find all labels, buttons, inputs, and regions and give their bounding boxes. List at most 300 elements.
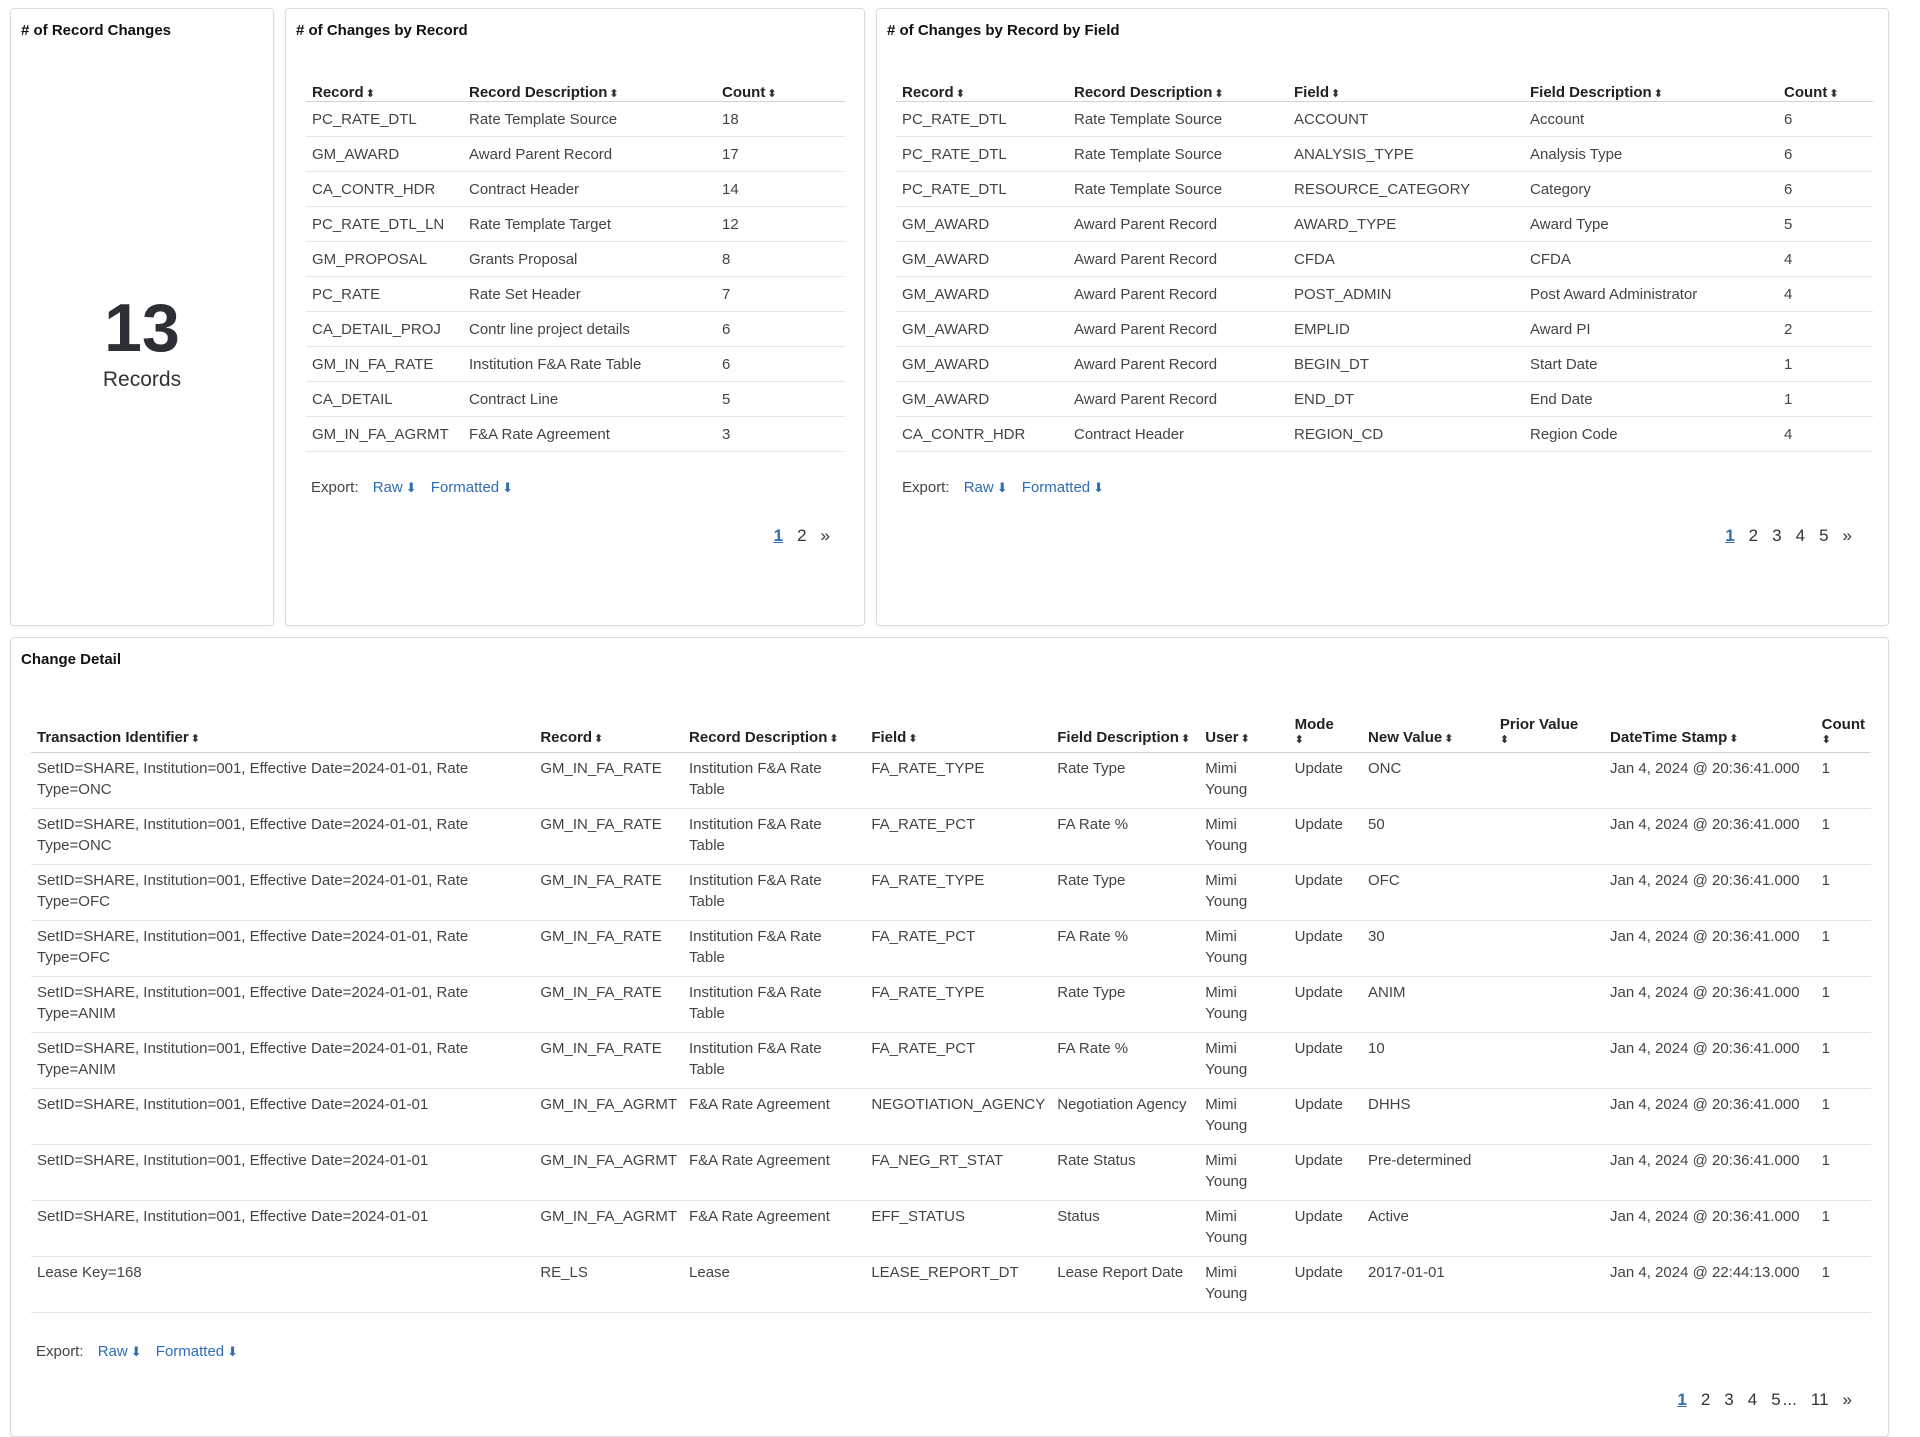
table-cell [1494,753,1604,809]
table-row [896,347,1873,382]
table-cell: CA_DETAIL [306,382,463,417]
table-cell: Jan 4, 2024 @ 20:36:41.000 [1604,809,1816,865]
sort-icon: ⬍ [1180,733,1191,745]
change-detail-panel [10,637,1889,1437]
table-cell: FA_RATE_TYPE [865,753,1051,809]
table-row [31,921,1871,977]
table-cell: CA_CONTR_HDR [306,172,463,207]
sort-icon: ⬍ [767,88,777,100]
table-row [306,347,845,382]
table-cell: Update [1289,921,1362,977]
table-cell: 8 [716,242,845,277]
export-raw-link[interactable]: Raw ⬇ [963,479,1008,496]
changes-by-field-pagination [1711,526,1852,546]
table-cell: GM_IN_FA_RATE [534,865,683,921]
table-row [896,172,1873,207]
pagination-page-1[interactable]: 1 [1725,526,1735,545]
table-cell: SetID=SHARE, Institution=001, Effective Date=2024-01-01, Rate Type=ANIM [31,1033,534,1089]
table-cell: 6 [716,347,845,382]
table-cell: Jan 4, 2024 @ 20:36:41.000 [1604,753,1816,809]
table-row [896,417,1873,452]
table-cell: Lease Report Date [1051,1257,1199,1313]
changes-by-field-table [896,63,1873,452]
table-cell: FA_NEG_RT_STAT [865,1145,1051,1201]
table-cell: FA_RATE_TYPE [865,865,1051,921]
table-cell: 12 [716,207,845,242]
pagination-page-4[interactable]: 4 [1795,526,1806,545]
table-cell: GM_IN_FA_AGRMT [306,417,463,452]
table-cell: 2017-01-01 [1362,1257,1494,1313]
table-cell: 1 [1778,347,1873,382]
column-header-record[interactable]: Record ⬍ [534,690,683,753]
table-cell: Mimi Young [1199,809,1288,865]
table-cell: Institution F&A Rate Table [683,921,865,977]
table-cell: Post Award Administrator [1524,277,1778,312]
table-row [31,1201,1871,1257]
export-formatted-link[interactable]: Formatted ⬇ [1021,479,1105,496]
table-cell [1494,865,1604,921]
pagination-next[interactable]: » [1842,526,1852,545]
pagination-page-1[interactable]: 1 [1677,1390,1687,1409]
pagination-page-1[interactable]: 1 [773,526,784,545]
table-cell: F&A Rate Agreement [463,417,716,452]
table-cell: 5 [716,382,845,417]
table-cell: GM_PROPOSAL [306,242,463,277]
table-cell: GM_IN_FA_RATE [534,977,683,1033]
table-row [896,242,1873,277]
table-cell: Mimi Young [1199,1089,1288,1145]
sort-icon: ⬍ [365,88,375,100]
table-cell: ANALYSIS_TYPE [1288,137,1524,172]
table-cell: Mimi Young [1199,921,1288,977]
table-cell: 2 [1778,312,1873,347]
sort-icon: ⬍ [190,733,200,745]
table-cell: Start Date [1524,347,1778,382]
table-cell: SetID=SHARE, Institution=001, Effective Date=2024-01-01 [31,1089,534,1145]
table-cell: Award PI [1524,312,1778,347]
table-cell: Mimi Young [1199,753,1288,809]
table-cell: F&A Rate Agreement [683,1089,865,1145]
export-formatted-link[interactable]: Formatted ⬇ [430,479,514,496]
table-cell [1494,921,1604,977]
table-row [896,207,1873,242]
table-cell: Institution F&A Rate Table [683,977,865,1033]
table-cell: Contract Header [1068,417,1288,452]
table-cell: 1 [1816,977,1871,1033]
download-icon: ⬇ [1093,480,1105,495]
table-cell: Update [1289,753,1362,809]
table-row [306,172,845,207]
table-cell: Grants Proposal [463,242,716,277]
table-cell: PC_RATE [306,277,463,312]
table-cell: Award Parent Record [1068,347,1288,382]
export-raw-link[interactable]: Raw ⬇ [97,1343,142,1360]
table-cell: 1 [1816,1201,1871,1257]
pagination-page-3[interactable]: 3 [1724,1390,1734,1409]
change-detail-export [36,1343,238,1360]
table-cell: FA_RATE_PCT [865,1033,1051,1089]
column-header-record-description[interactable]: Record Description ⬍ [1068,63,1288,102]
table-cell: Institution F&A Rate Table [683,809,865,865]
table-cell: GM_AWARD [896,207,1068,242]
table-row [31,753,1871,809]
column-header-record[interactable]: Record ⬍ [306,63,463,102]
table-cell: 6 [1778,172,1873,207]
table-cell: Mimi Young [1199,865,1288,921]
column-header-record[interactable]: Record ⬍ [896,63,1068,102]
changes-by-record-table [306,63,845,452]
table-cell: Category [1524,172,1778,207]
table-cell: 30 [1362,921,1494,977]
table-cell: Update [1289,1201,1362,1257]
table-cell: Update [1289,1257,1362,1313]
table-row [306,137,845,172]
table-cell: 17 [716,137,845,172]
sort-icon: ⬍ [908,733,918,745]
column-header-mode[interactable]: Mode ⬍ [1289,690,1362,753]
table-cell [1494,1033,1604,1089]
table-cell: GM_AWARD [306,137,463,172]
table-cell: Rate Template Source [1068,172,1288,207]
table-row [31,809,1871,865]
table-cell: 6 [1778,137,1873,172]
pagination-page-5[interactable]: 5 [1771,1390,1781,1409]
table-cell: 14 [716,172,845,207]
column-header-count[interactable]: Count ⬍ [1778,63,1873,102]
table-cell: 6 [716,312,845,347]
table-cell: SetID=SHARE, Institution=001, Effective Date=2024-01-01, Rate Type=ANIM [31,977,534,1033]
table-cell: SetID=SHARE, Institution=001, Effective Date=2024-01-01, Rate Type=OFC [31,921,534,977]
table-cell: GM_IN_FA_RATE [534,753,683,809]
pagination-page-2[interactable]: 2 [1748,526,1759,545]
table-cell: Mimi Young [1199,977,1288,1033]
table-cell: F&A Rate Agreement [683,1145,865,1201]
table-cell: RE_LS [534,1257,683,1313]
table-cell: SetID=SHARE, Institution=001, Effective Date=2024-01-01, Rate Type=OFC [31,865,534,921]
table-cell: 10 [1362,1033,1494,1089]
table-row [31,865,1871,921]
table-cell: END_DT [1288,382,1524,417]
download-icon: ⬇ [502,480,514,495]
table-cell: Contract Header [463,172,716,207]
table-cell: CA_CONTR_HDR [896,417,1068,452]
table-cell: Institution F&A Rate Table [463,347,716,382]
table-cell: Update [1289,1089,1362,1145]
table-cell: 4 [1778,417,1873,452]
table-cell: Award Parent Record [1068,207,1288,242]
table-row [896,382,1873,417]
table-cell: Jan 4, 2024 @ 20:36:41.000 [1604,921,1816,977]
table-cell: Jan 4, 2024 @ 20:36:41.000 [1604,865,1816,921]
column-header-field-description[interactable]: Field Description ⬍ [1051,690,1199,753]
column-header-record-description[interactable]: Record Description ⬍ [683,690,865,753]
table-cell: 1 [1816,1089,1871,1145]
table-cell: Status [1051,1201,1199,1257]
table-cell: Rate Type [1051,753,1199,809]
export-label: Export: [311,479,359,496]
sort-icon: ⬍ [1729,733,1739,745]
table-cell: Negotiation Agency [1051,1089,1199,1145]
table-row [31,1033,1871,1089]
sort-icon: ⬍ [1821,734,1831,746]
table-cell: 1 [1816,1145,1871,1201]
table-cell: PC_RATE_DTL [306,102,463,137]
table-cell: Mimi Young [1199,1201,1288,1257]
table-row [896,102,1873,137]
table-cell: LEASE_REPORT_DT [865,1257,1051,1313]
table-cell: AWARD_TYPE [1288,207,1524,242]
table-cell: 7 [716,277,845,312]
change-detail-table [31,690,1871,1313]
table-cell [1494,1257,1604,1313]
table-cell: EMPLID [1288,312,1524,347]
table-cell: GM_AWARD [896,277,1068,312]
table-cell: CFDA [1288,242,1524,277]
table-cell: CA_DETAIL_PROJ [306,312,463,347]
export-label: Export: [36,1343,84,1360]
table-cell: RESOURCE_CATEGORY [1288,172,1524,207]
table-cell: Update [1289,865,1362,921]
table-cell: Award Parent Record [1068,277,1288,312]
download-icon: ⬇ [227,1344,239,1359]
sort-icon: ⬍ [1829,88,1839,100]
table-cell: Award Parent Record [1068,382,1288,417]
table-cell: 4 [1778,242,1873,277]
table-cell: Rate Type [1051,977,1199,1033]
table-cell: Active [1362,1201,1494,1257]
table-cell: Rate Status [1051,1145,1199,1201]
table-cell: 1 [1816,753,1871,809]
table-cell: Mimi Young [1199,1033,1288,1089]
change-detail-title: Change Detail [21,651,122,668]
table-cell: Jan 4, 2024 @ 20:36:41.000 [1604,1089,1816,1145]
export-raw-link[interactable]: Raw ⬇ [372,479,417,496]
table-cell: End Date [1524,382,1778,417]
table-cell: 1 [1816,809,1871,865]
table-cell [1494,809,1604,865]
table-cell: Update [1289,1145,1362,1201]
sort-icon: ⬍ [955,88,965,100]
table-cell: 1 [1816,1033,1871,1089]
table-cell: CFDA [1524,242,1778,277]
table-cell: GM_IN_FA_RATE [534,921,683,977]
table-cell: ACCOUNT [1288,102,1524,137]
table-cell: 1 [1778,382,1873,417]
table-row [306,417,845,452]
sort-icon: ⬍ [1499,734,1510,746]
table-cell: Rate Template Source [1068,137,1288,172]
table-cell: GM_AWARD [896,242,1068,277]
table-row [306,312,845,347]
pagination-page-3[interactable]: 3 [1772,526,1782,545]
table-cell [1494,1201,1604,1257]
column-header-field[interactable]: Field ⬍ [865,690,1051,753]
table-cell: PC_RATE_DTL [896,102,1068,137]
table-cell: Region Code [1524,417,1778,452]
table-cell: Lease [683,1257,865,1313]
table-row [896,277,1873,312]
pagination-page-2[interactable]: 2 [797,526,807,545]
table-cell: Rate Template Target [463,207,716,242]
changes-by-field-export [902,479,1104,496]
table-cell: PC_RATE_DTL [896,137,1068,172]
table-cell: GM_AWARD [896,312,1068,347]
table-cell: Institution F&A Rate Table [683,865,865,921]
table-cell: ANIM [1362,977,1494,1033]
table-cell: PC_RATE_DTL_LN [306,207,463,242]
table-cell: 4 [1778,277,1873,312]
table-cell: DHHS [1362,1089,1494,1145]
column-header-transaction-identifier[interactable]: Transaction Identifier ⬍ [31,690,534,753]
table-cell: Jan 4, 2024 @ 20:36:41.000 [1604,1033,1816,1089]
table-cell: NEGOTIATION_AGENCY [865,1089,1051,1145]
pagination-page-5[interactable]: 5 [1819,526,1829,545]
sort-icon: ⬍ [594,733,604,745]
table-cell: GM_IN_FA_RATE [306,347,463,382]
table-cell: FA_RATE_PCT [865,921,1051,977]
sort-icon: ⬍ [829,733,839,745]
table-cell: POST_ADMIN [1288,277,1524,312]
table-cell: Mimi Young [1199,1145,1288,1201]
changes-by-record-export [311,479,513,496]
export-formatted-link[interactable]: Formatted ⬇ [155,1343,239,1360]
table-cell: SetID=SHARE, Institution=001, Effective Date=2024-01-01 [31,1145,534,1201]
table-row [896,137,1873,172]
column-header-field-description[interactable]: Field Description ⬍ [1524,63,1778,102]
column-header-datetime-stamp[interactable]: DateTime Stamp ⬍ [1604,690,1816,753]
table-row [306,207,845,242]
table-cell: Jan 4, 2024 @ 20:36:41.000 [1604,1201,1816,1257]
table-cell: ONC [1362,753,1494,809]
table-cell: Rate Type [1051,865,1199,921]
record-changes-title: # of Record Changes [21,22,172,39]
column-header-new-value[interactable]: New Value ⬍ [1362,690,1494,753]
sort-icon: ⬍ [1444,733,1454,745]
table-row [31,1257,1871,1313]
record-changes-count: 13 [104,290,180,366]
changes-by-record-pagination [760,526,830,546]
record-changes-label: Records [102,368,182,391]
table-cell: FA Rate % [1051,1033,1199,1089]
sort-icon: ⬍ [1240,733,1250,745]
table-cell: 50 [1362,809,1494,865]
download-icon: ⬇ [405,480,417,495]
table-cell: F&A Rate Agreement [683,1201,865,1257]
table-cell: Rate Template Source [1068,102,1288,137]
table-cell: FA Rate % [1051,921,1199,977]
table-cell: GM_IN_FA_AGRMT [534,1145,683,1201]
column-header-user[interactable]: User ⬍ [1199,690,1288,753]
table-cell [1494,1145,1604,1201]
table-cell: GM_IN_FA_RATE [534,809,683,865]
table-cell: Award Parent Record [1068,312,1288,347]
table-cell: Jan 4, 2024 @ 20:36:41.000 [1604,1145,1816,1201]
table-cell: Lease Key=168 [31,1257,534,1313]
pagination-page-4[interactable]: 4 [1747,1390,1758,1409]
pagination-page-2[interactable]: 2 [1700,1390,1711,1409]
table-cell: BEGIN_DT [1288,347,1524,382]
pagination-next[interactable]: » [1842,1390,1852,1409]
table-cell: GM_IN_FA_RATE [534,1033,683,1089]
table-cell: Update [1289,977,1362,1033]
table-cell: Award Parent Record [1068,242,1288,277]
download-icon: ⬇ [996,480,1008,495]
sort-icon: ⬍ [1214,88,1224,100]
table-cell: 6 [1778,102,1873,137]
table-cell: Contr line project details [463,312,716,347]
table-cell: Institution F&A Rate Table [683,1033,865,1089]
table-cell: FA_RATE_TYPE [865,977,1051,1033]
sort-icon: ⬍ [609,88,619,100]
table-cell: 18 [716,102,845,137]
table-cell: PC_RATE_DTL [896,172,1068,207]
table-cell: Rate Template Source [463,102,716,137]
pagination-page-11[interactable]: 11 [1810,1390,1829,1409]
table-cell: Award Type [1524,207,1778,242]
table-cell: FA_RATE_PCT [865,809,1051,865]
table-cell: Jan 4, 2024 @ 20:36:41.000 [1604,977,1816,1033]
table-row [896,312,1873,347]
table-cell: REGION_CD [1288,417,1524,452]
changes-by-record-panel [285,8,865,626]
table-cell: GM_IN_FA_AGRMT [534,1201,683,1257]
sort-icon: ⬍ [1653,88,1663,100]
table-cell: Jan 4, 2024 @ 22:44:13.000 [1604,1257,1816,1313]
download-icon: ⬇ [130,1344,142,1359]
table-row [306,242,845,277]
changes-by-field-panel [876,8,1889,626]
record-changes-panel [10,8,274,626]
table-cell [1494,977,1604,1033]
table-cell: OFC [1362,865,1494,921]
sort-icon: ⬍ [1294,734,1304,746]
table-cell: 1 [1816,865,1871,921]
table-cell: SetID=SHARE, Institution=001, Effective Date=2024-01-01, Rate Type=ONC [31,809,534,865]
table-cell: SetID=SHARE, Institution=001, Effective Date=2024-01-01 [31,1201,534,1257]
pagination-ellipsis: ... [1782,1390,1797,1409]
table-cell: Update [1289,1033,1362,1089]
changes-by-field-title: # of Changes by Record by Field [887,22,1120,39]
pagination-next[interactable]: » [820,526,830,545]
table-cell [1494,1089,1604,1145]
table-cell: Rate Set Header [463,277,716,312]
table-row [31,977,1871,1033]
table-row [306,277,845,312]
column-header-record-description[interactable]: Record Description ⬍ [463,63,716,102]
table-cell: 1 [1816,1257,1871,1313]
table-cell: GM_IN_FA_AGRMT [534,1089,683,1145]
table-cell: 1 [1816,921,1871,977]
column-header-count[interactable]: Count ⬍ [716,63,845,102]
export-label: Export: [902,479,950,496]
table-cell: Institution F&A Rate Table [683,753,865,809]
changes-by-record-title: # of Changes by Record [296,22,468,39]
table-row [31,1089,1871,1145]
table-cell: Analysis Type [1524,137,1778,172]
table-row [31,1145,1871,1201]
table-cell: 3 [716,417,845,452]
table-cell: Account [1524,102,1778,137]
column-header-prior-value[interactable]: Prior Value ⬍ [1494,690,1604,753]
column-header-count[interactable]: Count ⬍ [1816,690,1871,753]
table-row [306,102,845,137]
table-cell: Mimi Young [1199,1257,1288,1313]
table-cell: Contract Line [463,382,716,417]
table-cell: Update [1289,809,1362,865]
column-header-field[interactable]: Field ⬍ [1288,63,1524,102]
table-cell: GM_AWARD [896,347,1068,382]
table-cell: 5 [1778,207,1873,242]
